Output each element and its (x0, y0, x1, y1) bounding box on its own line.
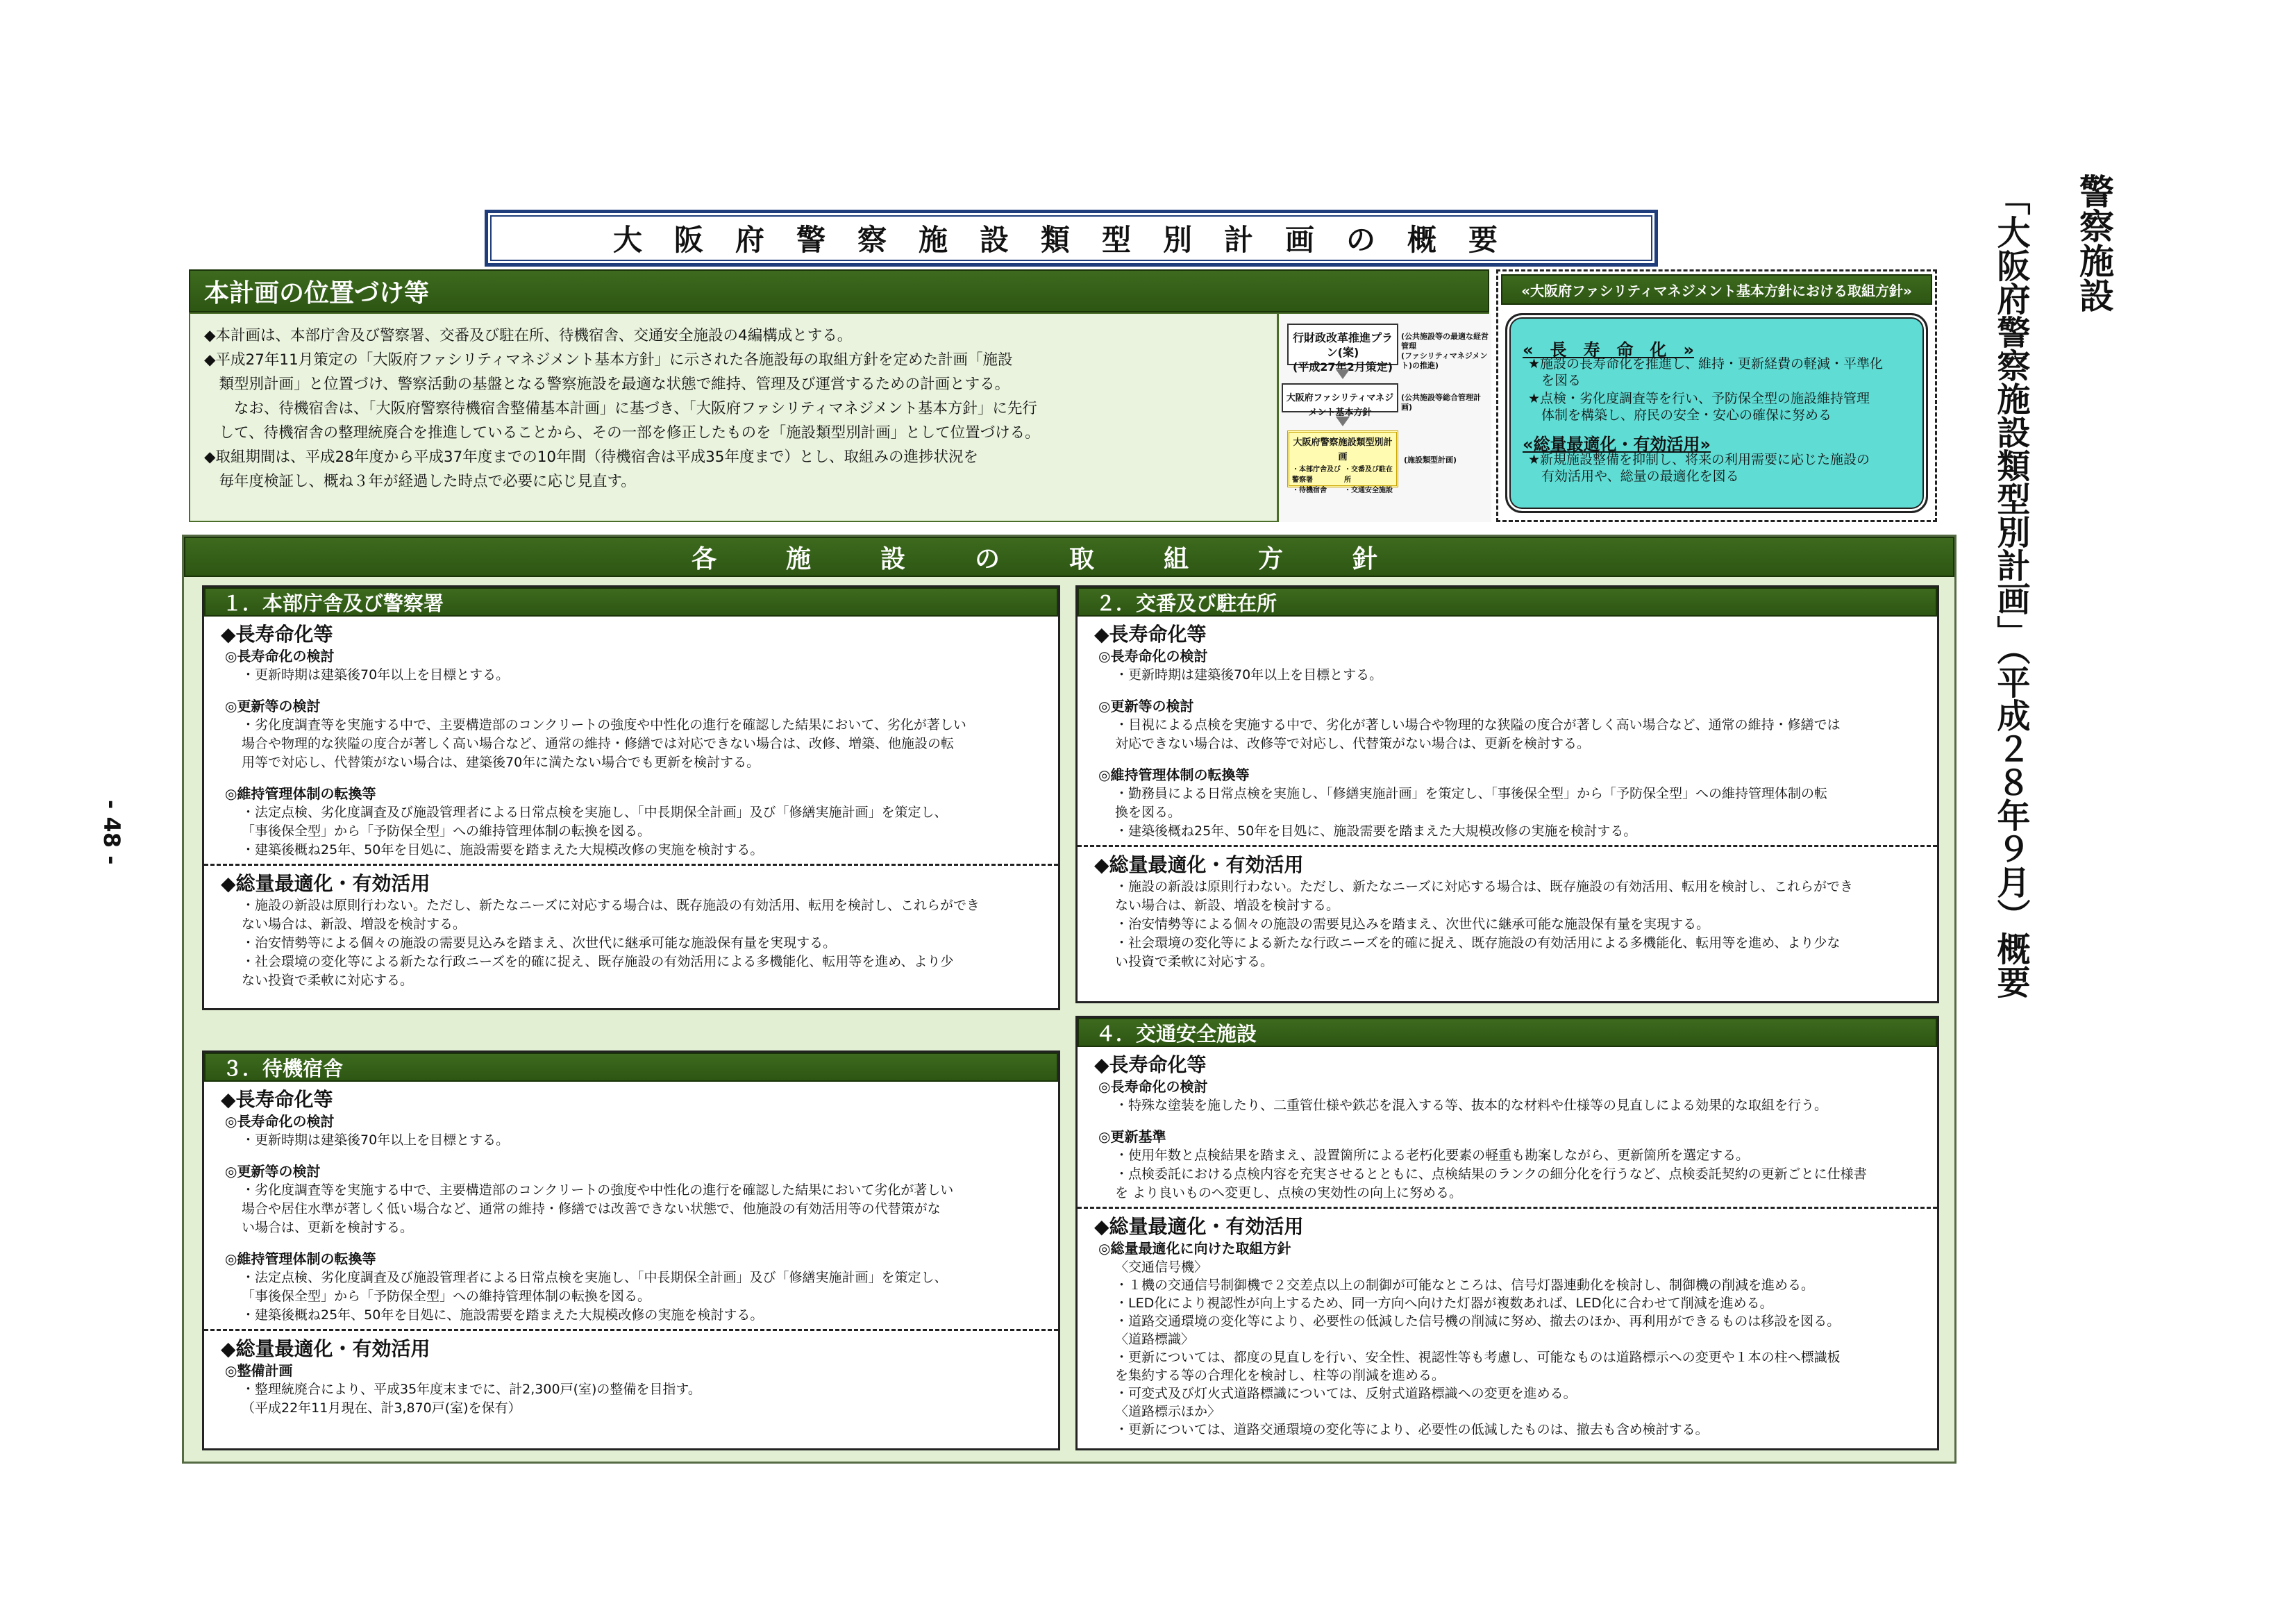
section-heading: ◆総量最適化・有効活用 (1094, 1215, 1304, 1238)
longevity-line: ★施設の長寿命化を推進し、維持・更新経費の軽減・平準化 (1528, 356, 1884, 371)
divider (1078, 845, 1937, 847)
text-line: ・建築後概ね25年、50年を目処に、施設需要を踏まえた大規模改修の実施を検討する。 (242, 1307, 764, 1323)
text-line: ・社会環境の変化等による新たな行政ニーズを的確に捉え、既存施設の有効活用による多機能化、転用等を進め、より少 (242, 954, 954, 969)
position-header: 本計画の位置づけ等 (189, 269, 1489, 312)
position-paragraph: ◆平成27年11月策定の「大阪府ファシリティマネジメント基本方針」に示された各施設毎の取組方針を定めた計画「施設 (204, 351, 1013, 369)
subsection-heading: ◎総量最適化に向けた取組方針 (1098, 1240, 1291, 1257)
longevity-line: ★点検・劣化度調査等を行い、予防保全型の施設維持管理 (1528, 391, 1870, 406)
text-line: 〈道路標示ほか〉 (1115, 1404, 1221, 1419)
text-line: ・更新時期は建築後70年以上を目標とする。 (242, 667, 510, 683)
text-line: ・道路交通環境の変化等により、必要性の低減した信号機の削減に努め、撤去のほか、再利用ができるものは移設を図る。 (1115, 1314, 1841, 1329)
text-line: ない場合は、新設、増設を検討する。 (1115, 898, 1340, 913)
text-line: ・可変式及び灯火式道路標識については、反射式道路標識への変更を進める。 (1115, 1386, 1577, 1401)
main-title (485, 210, 1658, 267)
facility-type-plan-note: (施設類型計画) (1404, 455, 1457, 464)
side-document-title: 「大阪府警察施設類型別計画」（平成２８年９月）概要 (1991, 182, 2030, 998)
main-title-text: 大阪府警察施設類型別計画の概要 (612, 223, 1530, 257)
section-heading: ◆長寿命化等 (1094, 623, 1207, 646)
section-heading: ◆総量最適化・有効活用 (221, 1337, 430, 1360)
section-heading: ◆総量最適化・有効活用 (1094, 853, 1304, 876)
text-line: ・建築後概ね25年、50年を目処に、施設需要を踏まえた大規模改修の実施を検討する。 (242, 842, 764, 857)
subsection-heading: ◎更新基準 (1098, 1128, 1166, 1145)
panel-koban-chuzaisho (1075, 585, 1939, 1003)
panel-content (221, 1087, 1047, 1418)
text-line: ・特殊な塗装を施したり、二重管仕様や鉄芯を混入する等、抜本的な材料や仕様等の見直しによる効果的な取組を行う。 (1115, 1098, 1828, 1113)
divider (1078, 1207, 1937, 1209)
section-heading: ◆長寿命化等 (221, 623, 333, 646)
fm-policy-header: «大阪府ファシリティマネジメント基本方針における取組方針» (1501, 274, 1932, 305)
plan-hierarchy-diagram (1277, 314, 1491, 522)
panel-title: ４．交通安全施設 (1078, 1018, 1937, 1047)
text-line: ない場合は、新設、増設を検討する。 (242, 916, 467, 932)
position-section (189, 269, 1489, 522)
text-line: ・劣化度調査等を実施する中で、主要構造部のコンクリートの強度や中性化の進行を確認した結果において、劣化が著しい (242, 717, 966, 733)
panel-title: １．本部庁舎及び警察署 (204, 587, 1058, 617)
longevity-line: を図る (1528, 373, 1582, 388)
position-body (189, 312, 1489, 522)
text-line: 換を図る。 (1115, 805, 1182, 820)
fm-promotion-note (1401, 332, 1490, 371)
position-paragraph: 類型別計画」と位置づけ、警察活動の基盤となる警察施設を最適な状態で維持、管理及び運営するための計画とする。 (204, 376, 1010, 393)
text-line: ・LED化により視認性が向上するため、同一方向へ向けた灯器が複数あれば、LED化に合わせて削減を進める。 (1115, 1296, 1773, 1311)
text-line: ・建築後概ね25年、50年を目処に、施設需要を踏まえた大規模改修の実施を検討する。 (1115, 823, 1637, 839)
police-facility-plan-title: 大阪府警察施設類型別計画 (1293, 437, 1393, 462)
text-line: い投資で柔軟に対応する。 (1115, 954, 1274, 969)
position-paragraph: して、待機宿舎の整理統廃合を推進していることから、その一部を修正したものを「施設類型別計画」として位置づける。 (204, 424, 1040, 442)
text-line: ・更新時期は建築後70年以上を目標とする。 (242, 1132, 510, 1148)
text-line: ・使用年数と点検結果を踏まえ、設置箇所による老朽化要素の軽重も勘案しながら、更新箇所を選定する。 (1115, 1148, 1750, 1163)
text-line: ・施設の新設は原則行わない。ただし、新たなニーズに対応する場合は、既存施設の有効活用、転用を検討し、これらができ (242, 898, 980, 913)
total-optimization-line: 有効活用や、総量の最適化を図る (1528, 469, 1739, 484)
text-line: ・社会環境の変化等による新たな行政ニーズを的確に捉え、既存施設の有効活用による多機能化、転用等を進め、より少な (1115, 935, 1841, 951)
longevity-line: 体制を構築し、府民の安全・安心の確保に努める (1528, 408, 1832, 423)
text-line: ・１機の交通信号制御機で２交差点以上の制御が可能なところは、信号灯器連動化を検討し、制御機の削減を進める。 (1115, 1278, 1815, 1293)
subsection-heading: ◎維持管理体制の転換等 (225, 785, 376, 802)
subsection-heading: ◎長寿命化の検討 (225, 1113, 335, 1130)
text-line: （平成22年11月現在、計3,870戸(室)を保有） (242, 1400, 521, 1416)
section-heading: ◆総量最適化・有効活用 (221, 872, 430, 895)
section-heading: ◆長寿命化等 (221, 1088, 333, 1111)
panel-hq-police-stations (202, 585, 1060, 1010)
text-line: 場合や居住水準が著しく低い場合など、通常の維持・修繕では改善できない状態で、他施設の有効活用等の代替策がな (242, 1201, 941, 1216)
text-line: ・法定点検、劣化度調査及び施設管理者による日常点検を実施し、「中長期保全計画」及び「修繕実施計画」を策定し、 (242, 805, 948, 820)
fm-policy-content (1505, 313, 1928, 513)
text-line: ・施設の新設は原則行わない。ただし、新たなニーズに対応する場合は、既存施設の有効活用、転用を検討し、これらができ (1115, 879, 1854, 894)
position-paragraph: 毎年度検証し、概ね３年が経過した時点で必要に応じ見直す。 (204, 473, 636, 490)
panel-traffic-safety (1075, 1016, 1939, 1450)
police-facility-plan-box (1287, 430, 1398, 494)
fm-policy-box (1496, 269, 1937, 522)
plan-item: ・交通安全施設 (1344, 487, 1393, 494)
panel-content (221, 622, 1047, 990)
total-optimization-line: ★新規施設整備を抑制し、将来の利用需要に応じた施設の (1528, 452, 1870, 467)
text-line: ・点検委託における点検内容を充実させるとともに、点検結果のランクの細分化を行うなど、点検委託契約の更新ごとに仕様書 (1115, 1166, 1867, 1182)
text-line: ・整理統廃合により、平成35年度末までに、計2,300戸(室)の整備を目指す。 (242, 1382, 701, 1397)
divider (204, 1329, 1058, 1331)
arrow-down-icon (1336, 417, 1350, 426)
plan-item: ・交番及び駐在所 (1344, 466, 1393, 484)
text-line: ・法定点検、劣化度調査及び施設管理者による日常点検を実施し、「中長期保全計画」及び「修繕実施計画」を策定し、 (242, 1270, 948, 1285)
subsection-heading: ◎長寿命化の検討 (225, 648, 335, 664)
panel-title: ３．待機宿舎 (204, 1053, 1058, 1082)
fm-basic-policy-box: 大阪府ファシリティマネジメント基本方針 (1282, 383, 1398, 412)
text-line: 用等で対応し、代替策がない場合は、建築後70年に満たない場合でも更新を検討する。 (242, 755, 760, 770)
subsection-heading: ◎更新等の検討 (225, 1163, 321, 1180)
subsection-heading: ◎更新等の検討 (225, 698, 321, 714)
facility-policy-header (184, 537, 1954, 577)
section-heading: ◆長寿命化等 (1094, 1053, 1207, 1076)
admin-reform-plan-box (1287, 324, 1398, 374)
text-line: 場合や物理的な狭隘の度合が著しく高い場合など、通常の維持・修繕では対応できない場合は、改修、増築、他施設の転 (242, 736, 955, 751)
position-paragraph: ◆本計画は、本部庁舎及び警察署、交番及び駐在所、待機宿舎、交通安全施設の4編構成とする。 (204, 327, 853, 344)
longevity-heading: « 長 寿 命 化 » (1523, 340, 1695, 360)
subsection-heading: ◎維持管理体制の転換等 (1098, 767, 1250, 783)
panel-title: ２．交番及び駐在所 (1078, 587, 1937, 617)
plan-item: ・本部庁舎及び警察署 (1292, 466, 1341, 484)
admin-reform-plan-line: 行財政改革推進プラン(案) (1292, 331, 1393, 359)
text-line: ない投資で柔軟に対応する。 (242, 973, 414, 988)
admin-reform-plan-date: (平成27年2月策定) (1292, 360, 1393, 374)
text-line: い場合は、更新を検討する。 (242, 1220, 414, 1235)
panel-content (1094, 1053, 1926, 1439)
fm-promotion-note-line: (ファシリティマネジメント)の推進) (1401, 351, 1488, 370)
page-number: - 48 - (99, 800, 125, 865)
total-optimization-heading: «総量最適化・有効活用» (1523, 435, 1711, 454)
position-paragraph: なお、待機宿舎は、「大阪府警察待機宿舎整備基本計画」に基づき、「大阪府ファシリティマネジメント基本方針」に先行 (204, 400, 1037, 417)
text-line: ・劣化度調査等を実施する中で、主要構造部のコンクリートの強度や中性化の進行を確認した結果において劣化が著しい (242, 1182, 954, 1198)
fm-promotion-note-line: (公共施設等の最適な経営管理 (1401, 332, 1489, 351)
text-line: ・勤務員による日常点検を実施し、「修繕実施計画」を策定し、「事後保全型」から「予防保全型」への維持管理体制の転 (1115, 786, 1828, 801)
text-line: 「事後保全型」から「予防保全型」への維持管理体制の転換を図る。 (242, 823, 651, 839)
text-line: 対応できない場合は、改修等で対応し、代替策がない場合は、更新を検討する。 (1115, 736, 1591, 751)
facility-policy-header-text: 各施設の取組方針 (691, 544, 1447, 574)
facility-policy-section (182, 535, 1956, 1464)
text-line: ・更新時期は建築後70年以上を目標とする。 (1115, 667, 1383, 683)
divider (204, 864, 1058, 866)
plan-item: ・待機宿舎 (1292, 487, 1327, 494)
text-line: を より良いものへ変更し、点検の実効性の向上に努める。 (1115, 1185, 1463, 1200)
position-text (204, 324, 1259, 494)
panel-standby-dormitory (202, 1050, 1060, 1450)
subsection-heading: ◎更新等の検討 (1098, 698, 1194, 714)
text-line: ・治安情勢等による個々の施設の需要見込みを踏まえ、次世代に継承可能な施設保有量を実現する。 (242, 935, 837, 951)
subsection-heading: ◎長寿命化の検討 (1098, 1078, 1208, 1095)
panel-content (1094, 622, 1926, 971)
text-line: ・更新については、道路交通環境の変化等により、必要性の低減したものは、撤去も含め検討する。 (1115, 1422, 1709, 1437)
position-paragraph: ◆取組期間は、平成28年度から平成37年度までの10年間（待機宿舎は平成35年度まで）とし、取組みの進捗状況を (204, 449, 978, 466)
text-line: 〈交通信号機〉 (1115, 1259, 1208, 1275)
subsection-heading: ◎整備計画 (225, 1362, 293, 1379)
text-line: ・治安情勢等による個々の施設の需要見込みを踏まえ、次世代に継承可能な施設保有量を実現する。 (1115, 916, 1710, 932)
text-line: 〈道路標識〉 (1115, 1332, 1195, 1347)
text-line: ・目視による点検を実施する中で、劣化が著しい場合や物理的な狭隘の度合が著しく高い場合など、通常の維持・修繕では (1115, 717, 1841, 733)
text-line: を集約する等の合理化を検討し、柱等の削減を進める。 (1115, 1368, 1446, 1383)
text-line: 「事後保全型」から「予防保全型」への維持管理体制の転換を図る。 (242, 1289, 651, 1304)
arrow-down-icon (1336, 369, 1350, 379)
text-line: ・更新については、都度の見直しを行い、安全性、視認性等も考慮し、可能なものは道路標示への変更や１本の柱へ標識板 (1115, 1350, 1841, 1365)
side-category-title: 警察施設 (2074, 174, 2114, 312)
subsection-heading: ◎長寿命化の検討 (1098, 648, 1208, 664)
public-facility-plan-note: (公共施設等総合管理計画) (1401, 393, 1482, 412)
subsection-heading: ◎維持管理体制の転換等 (225, 1250, 376, 1267)
